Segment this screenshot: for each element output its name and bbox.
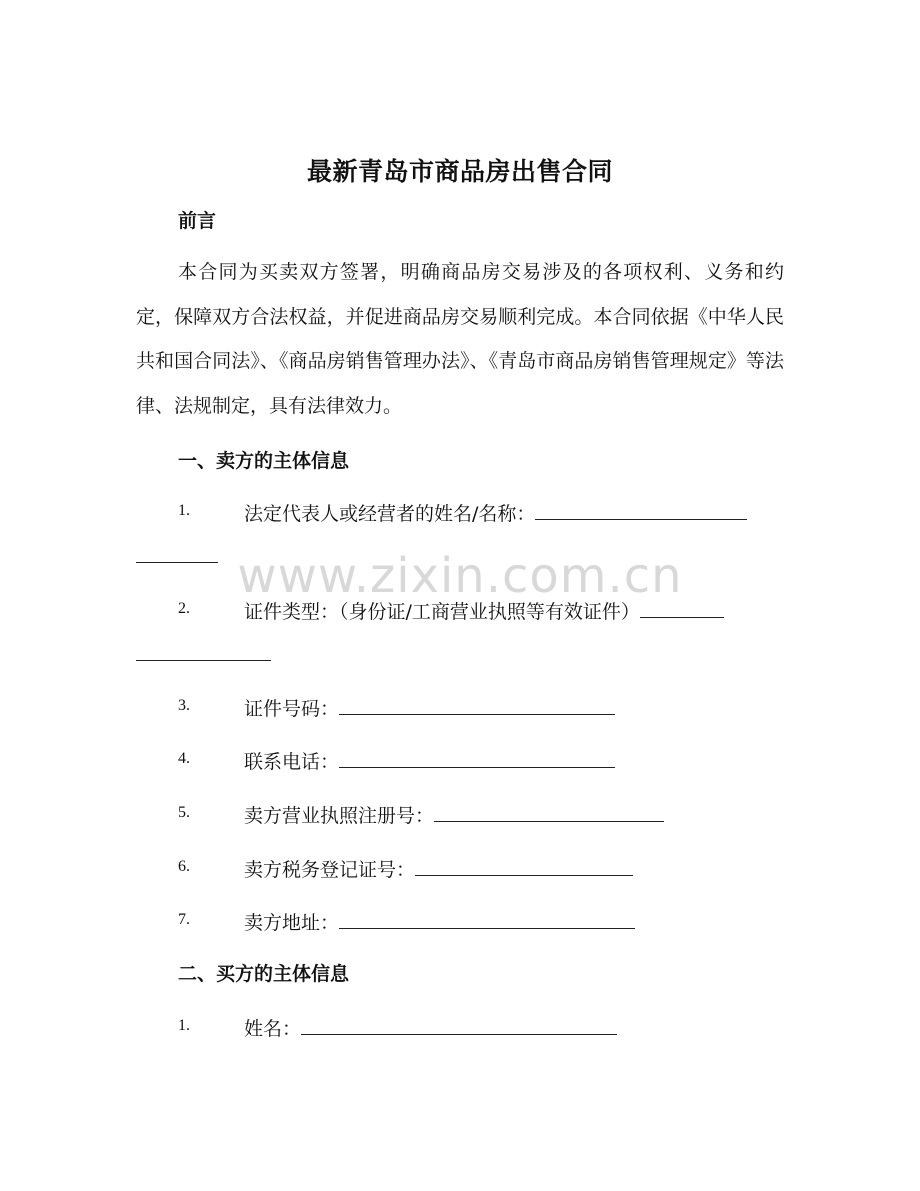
item-number: 1. [178, 1017, 190, 1034]
seller-item-license [0, 801, 920, 831]
buyer-item-name [0, 1014, 920, 1044]
address-blank-field[interactable] [339, 908, 635, 929]
item-label: 卖方地址： [244, 912, 340, 934]
license-blank-field[interactable] [434, 801, 664, 822]
seller-item-id-number [0, 694, 920, 724]
seller-item-phone [0, 747, 920, 777]
section-seller-heading: 一、卖方的主体信息 [178, 450, 350, 472]
item-number: 7. [178, 911, 190, 928]
preface-paragraph: 本合同为买卖双方签署，明确商品房交易涉及的各项权利、义务和约定，保障双方合法权益，并促进商品房交易顺利完成。本合同依据《中华人民共和国合同法》、《商品房销售管理办法》、《青岛市商品房销售管理规定》等法律、法规制定，具有法律效力。 [136, 261, 784, 417]
item-number: 6. [178, 858, 190, 875]
watermark-text: www.zixin.com.cn [237, 548, 683, 604]
item-label: 证件类型：（身份证/工商营业执照等有效证件） [244, 601, 640, 623]
item-label: 联系电话： [244, 751, 340, 773]
name-blank-field[interactable] [535, 499, 747, 520]
document-title: 最新青岛市商品房出售合同 [306, 157, 613, 186]
item-label: 卖方营业执照注册号： [244, 805, 435, 827]
item-label: 姓名： [244, 1018, 302, 1040]
phone-blank-field[interactable] [339, 747, 615, 768]
id-number-blank-field[interactable] [339, 694, 615, 715]
item-number: 5. [178, 804, 190, 821]
buyer-name-blank-field[interactable] [301, 1014, 617, 1035]
item-label: 证件号码： [244, 698, 340, 720]
item-number: 3. [178, 697, 190, 714]
seller-item-address [0, 908, 920, 938]
item-label: 法定代表人或经营者的姓名/名称： [244, 503, 536, 525]
item-number: 4. [178, 750, 190, 767]
seller-item-tax [0, 855, 920, 885]
id-type-blank-field-continued[interactable] [136, 659, 271, 661]
preface-heading: 前言 [178, 210, 217, 232]
section-buyer-heading: 二、买方的主体信息 [178, 963, 350, 985]
tax-blank-field[interactable] [415, 855, 633, 876]
seller-item-name [0, 499, 920, 529]
item-label: 卖方税务登记证号： [244, 859, 416, 881]
item-number: 2. [178, 600, 190, 617]
item-number: 1. [178, 502, 190, 519]
